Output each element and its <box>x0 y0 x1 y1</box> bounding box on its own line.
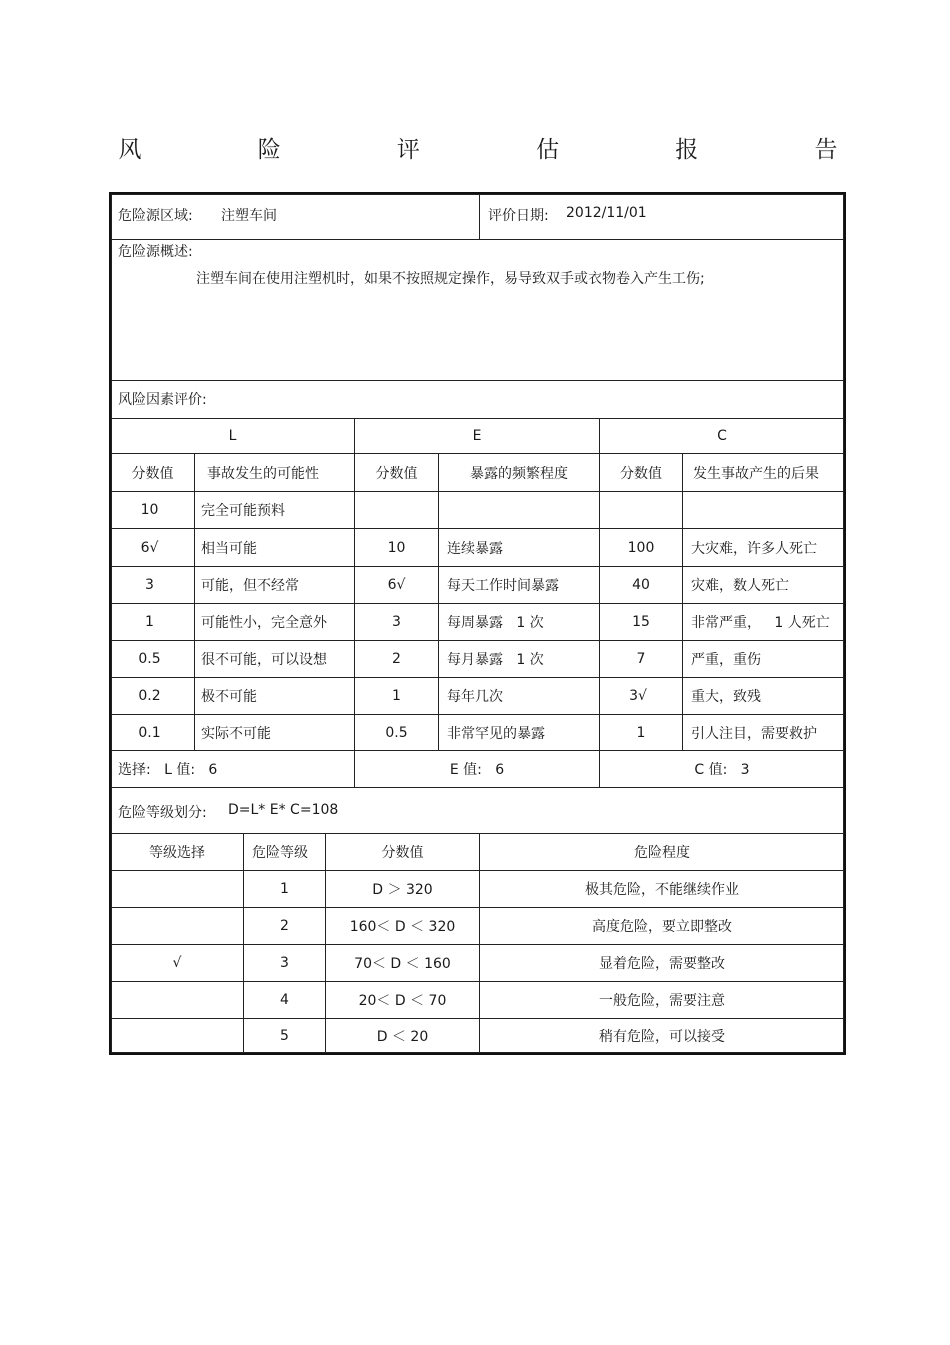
grade-select: √ <box>172 955 182 971</box>
c-score <box>600 492 682 528</box>
grade-select <box>111 1019 243 1053</box>
grade-level: 5 <box>280 1028 289 1044</box>
l-desc: 很不可能，可以设想 <box>201 652 327 668</box>
l-score: 0.5 <box>138 651 161 667</box>
l-selection: 选择: L 值: 6 <box>118 762 218 778</box>
e-score: 2 <box>392 651 401 667</box>
l-score: 1 <box>145 614 154 630</box>
title-char: 险 <box>257 136 281 163</box>
l-desc: 极不可能 <box>201 689 257 705</box>
grade-header: 等级选择 <box>149 845 205 861</box>
title-char: 估 <box>536 136 560 163</box>
l-score: 10 <box>140 502 159 518</box>
l-desc: 实际不可能 <box>201 725 271 742</box>
grade-header: 分数值 <box>381 845 424 861</box>
overview-label: 危险源概述: <box>118 244 193 260</box>
l-desc: 可能性小，完全意外 <box>201 615 327 631</box>
grade-select <box>111 982 243 1018</box>
grade-select <box>111 871 243 907</box>
grade-header: 危险等级 <box>252 845 308 861</box>
area-value: 注塑车间 <box>221 208 277 224</box>
col-header: 分数值 <box>375 465 418 482</box>
l-score: 6√ <box>140 539 159 556</box>
c-score: 15 <box>632 614 650 630</box>
l-desc: 完全可能预料 <box>201 503 285 519</box>
e-score: 0.5 <box>385 724 408 741</box>
c-desc <box>683 492 844 528</box>
grade-score: D ＞ 320 <box>372 882 433 898</box>
e-desc: 每年几次 <box>447 689 503 705</box>
l-score: 0.1 <box>138 724 161 741</box>
e-score: 3 <box>392 614 401 630</box>
col-header: 发生事故产生的后果 <box>693 465 819 482</box>
e-desc: 每月暴露 1 次 <box>447 652 544 668</box>
l-score: 3 <box>145 577 154 593</box>
grade-degree: 稍有危险，可以接受 <box>599 1029 725 1045</box>
c-selection: C 值: 3 <box>694 762 750 778</box>
e-score: 10 <box>387 539 406 556</box>
grade-degree: 显着危险，需要整改 <box>599 956 725 972</box>
area-label: 危险源区域: <box>118 208 193 224</box>
grade-score: 160＜ D ＜ 320 <box>349 919 456 935</box>
grade-level: 1 <box>280 881 289 897</box>
date-label: 评价日期: <box>488 208 549 224</box>
c-desc: 严重，重伤 <box>691 652 761 668</box>
report-title <box>118 130 838 164</box>
l-desc: 相当可能 <box>201 540 257 557</box>
grade-label: 危险等级划分: <box>118 805 207 821</box>
grade-level: 2 <box>280 918 289 934</box>
col-header: 事故发生的可能性 <box>207 465 319 482</box>
rule <box>111 787 844 788</box>
e-score: 6√ <box>387 577 406 593</box>
grade-score: 20＜ D ＜ 70 <box>358 993 447 1009</box>
title-char: 风 <box>118 136 142 163</box>
group-header-e: E <box>472 427 482 444</box>
grade-select <box>111 908 243 944</box>
col-header: 暴露的频繁程度 <box>470 465 568 482</box>
l-score: 0.2 <box>138 688 161 704</box>
e-desc: 非常罕见的暴露 <box>447 725 545 742</box>
risk-eval-label: 风险因素评价: <box>118 392 207 408</box>
grade-level: 3 <box>280 955 289 971</box>
c-score: 7 <box>636 651 646 667</box>
col-header: 分数值 <box>620 465 662 482</box>
date-value: 2012/11/01 <box>566 205 647 221</box>
col-header: 分数值 <box>131 465 174 482</box>
rule <box>479 194 480 239</box>
c-desc: 灾难，数人死亡 <box>691 578 789 594</box>
grade-score: D ＜ 20 <box>376 1029 429 1045</box>
group-header-c: C <box>717 427 727 444</box>
title-char: 评 <box>396 136 420 163</box>
overview-text: 注塑车间在使用注塑机时，如果不按照规定操作，易导致双手或衣物卷入产生工伤; <box>196 271 705 287</box>
grade-formula: D=L* E* C=108 <box>228 802 339 818</box>
e-selection: E 值: 6 <box>449 762 505 778</box>
grade-degree: 极其危险，不能继续作业 <box>585 882 739 898</box>
grade-degree: 高度危险，要立即整改 <box>592 919 732 935</box>
c-desc: 大灾难，许多人死亡 <box>691 540 817 557</box>
c-score: 3√ <box>629 688 647 704</box>
c-score: 40 <box>632 577 650 593</box>
e-desc: 每周暴露 1 次 <box>447 615 544 631</box>
e-desc <box>439 492 599 528</box>
group-header-l: L <box>228 427 237 444</box>
c-desc: 重大，致残 <box>691 689 761 705</box>
e-score: 1 <box>392 688 401 704</box>
rule <box>111 380 844 381</box>
e-desc: 连续暴露 <box>447 540 503 557</box>
grade-header: 危险程度 <box>634 845 690 861</box>
c-desc: 引人注目，需要救护 <box>691 725 817 742</box>
rule <box>111 239 844 240</box>
c-score: 100 <box>627 539 655 556</box>
e-desc: 每天工作时间暴露 <box>447 578 559 594</box>
c-score: 1 <box>636 724 646 741</box>
title-char: 报 <box>675 136 699 163</box>
l-desc: 可能，但不经常 <box>201 578 299 594</box>
grade-degree: 一般危险，需要注意 <box>599 993 725 1009</box>
c-desc: 非常严重， 1 人死亡 <box>691 615 830 631</box>
e-score <box>355 492 438 528</box>
grade-level: 4 <box>280 992 289 1008</box>
title-char: 告 <box>814 136 838 163</box>
grade-score: 70＜ D ＜ 160 <box>354 956 451 972</box>
